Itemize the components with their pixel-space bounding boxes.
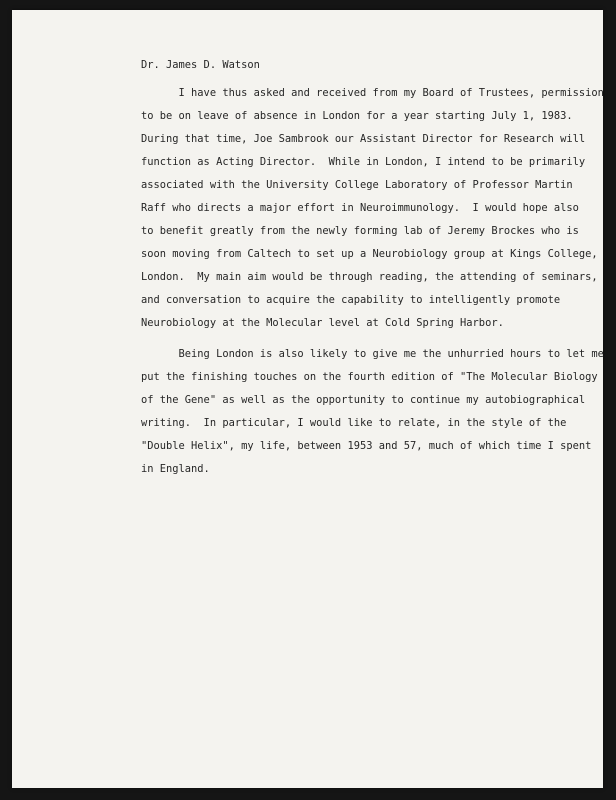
text-line: writing. In particular, I would like to relate, in the style of the: [141, 417, 567, 429]
text-line: London. My main aim would be through reading, the attending of seminars,: [141, 271, 598, 283]
text-line: associated with the University College Laboratory of Professor Martin: [141, 179, 573, 191]
salutation: Dr. James D. Watson: [141, 59, 260, 71]
text-line: soon moving from Caltech to set up a Neurobiology group at Kings College,: [141, 248, 598, 260]
text-line: During that time, Joe Sambrook our Assistant Director for Research will: [141, 133, 586, 145]
paragraph-1: [141, 82, 604, 335]
text-line: put the finishing touches on the fourth edition of "The Molecular Biology: [141, 371, 598, 383]
text-line: Raff who directs a major effort in Neuroimmunology. I would hope also: [141, 202, 579, 214]
paragraph-2: [141, 343, 604, 481]
text-line: to be on leave of absence in London for a year starting July 1, 1983.: [141, 110, 573, 122]
text-line: and conversation to acquire the capability to intelligently promote: [141, 294, 561, 306]
text-line: of the Gene" as well as the opportunity to continue my autobiographical: [141, 394, 586, 406]
document-page: [12, 10, 603, 788]
letter-body: [141, 58, 604, 489]
text-line: in England.: [141, 463, 210, 475]
text-line: "Double Helix", my life, between 1953 and 57, much of which time I spent: [141, 440, 592, 452]
text-line: Neurobiology at the Molecular level at Cold Spring Harbor.: [141, 317, 504, 329]
text-line: I have thus asked and received from my Board of Trustees, permission: [141, 87, 604, 99]
text-line: to benefit greatly from the newly forming lab of Jeremy Brockes who is: [141, 225, 579, 237]
text-line: Being London is also likely to give me the unhurried hours to let me: [141, 348, 604, 360]
text-line: function as Acting Director. While in London, I intend to be primarily: [141, 156, 586, 168]
